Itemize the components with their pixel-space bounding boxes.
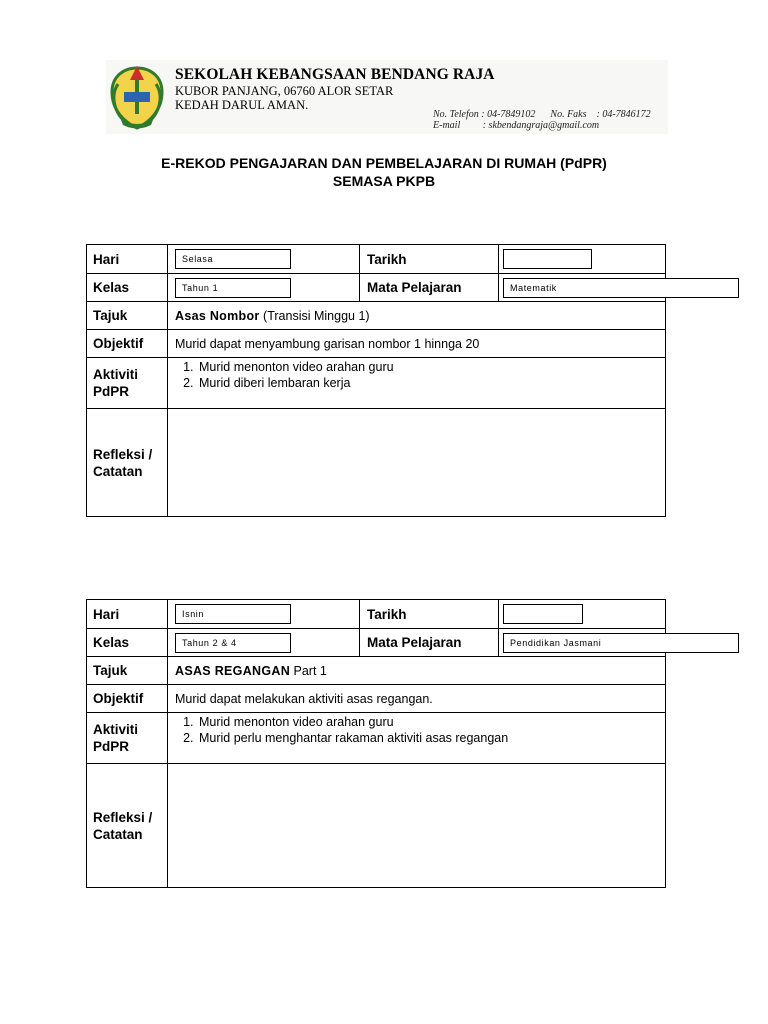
list-item: 1. Murid menonton video arahan guru <box>197 360 665 376</box>
aktiviti-value <box>168 713 665 763</box>
contact-phone-fax: No. Telefon : 04-7849102 No. Faks : 04-7846172 <box>433 109 651 120</box>
kelas-field[interactable]: Tahun 2 & 4 <box>175 633 291 653</box>
label-refleksi-line2: Catatan <box>93 826 143 842</box>
divider <box>498 600 499 628</box>
label-aktiviti-line1: Aktiviti <box>93 367 139 382</box>
divider <box>359 274 360 301</box>
letterhead <box>106 60 668 134</box>
objektif-value: Murid dapat menyambung garisan nombor 1 hinnga 20 <box>175 336 480 351</box>
school-name: SEKOLAH KEBANGSAAN BENDANG RAJA <box>175 66 495 83</box>
tajuk-value <box>168 302 665 329</box>
row-objektif <box>87 329 665 357</box>
label-refleksi <box>87 764 168 887</box>
document-subtitle: SEMASA PKPB <box>332 173 436 189</box>
label-objektif: Objektif <box>87 330 168 357</box>
school-crest-icon <box>106 62 168 132</box>
divider <box>359 245 360 273</box>
row-hari-tarikh <box>87 600 665 628</box>
tajuk-value <box>168 657 665 684</box>
label-aktiviti-line2: PdPR <box>93 384 130 399</box>
refleksi-value[interactable] <box>168 764 665 887</box>
mata-pelajaran-field[interactable]: Matematik <box>503 278 739 298</box>
tarikh-field[interactable] <box>503 249 592 269</box>
address-line-1: KUBOR PANJANG, 06760 ALOR SETAR <box>175 84 394 98</box>
record-table-1 <box>86 244 666 517</box>
refleksi-value[interactable] <box>168 409 665 516</box>
label-tarikh: Tarikh <box>367 251 407 267</box>
label-objektif: Objektif <box>87 685 168 712</box>
label-refleksi-line1: Refleksi / <box>93 809 153 825</box>
aktiviti-list <box>175 715 665 746</box>
row-hari-tarikh <box>87 245 665 273</box>
row-tajuk <box>87 656 665 684</box>
divider <box>498 274 499 301</box>
aktiviti-value <box>168 358 665 408</box>
list-item: 2. Murid perlu menghantar rakaman aktiviti asas regangan <box>197 731 665 747</box>
row-aktiviti <box>87 357 665 408</box>
address-line-2: KEDAH DARUL AMAN. <box>175 98 309 112</box>
label-kelas: Kelas <box>87 629 168 656</box>
label-mata-pelajaran: Mata Pelajaran <box>367 635 462 650</box>
label-tarikh: Tarikh <box>367 606 407 622</box>
tajuk-main: Asas Nombor <box>175 308 260 323</box>
row-tajuk <box>87 301 665 329</box>
divider <box>359 600 360 628</box>
label-refleksi <box>87 409 168 516</box>
label-aktiviti <box>87 358 168 408</box>
document-title: E-REKOD PENGAJARAN DAN PEMBELAJARAN DI RUMAH (PdPR) <box>161 155 607 171</box>
hari-field[interactable]: Isnin <box>175 604 291 624</box>
label-mata-pelajaran: Mata Pelajaran <box>367 280 462 295</box>
label-refleksi-line1: Refleksi / <box>93 446 153 462</box>
label-hari: Hari <box>87 245 168 273</box>
contact-email: E-mail : skbendangraja@gmail.com <box>433 120 600 131</box>
label-aktiviti <box>87 713 168 763</box>
objektif-value: Murid dapat melakukan aktiviti asas regangan. <box>175 691 433 706</box>
row-kelas-mata-pelajaran <box>87 273 665 301</box>
label-kelas: Kelas <box>87 274 168 301</box>
divider <box>359 629 360 656</box>
tajuk-suffix: Part 1 <box>290 663 327 678</box>
list-item: 2. Murid diberi lembaran kerja <box>197 376 665 392</box>
list-item: 1. Murid menonton video arahan guru <box>197 715 665 731</box>
mata-pelajaran-field[interactable]: Pendidikan Jasmani <box>503 633 739 653</box>
divider <box>498 245 499 273</box>
label-aktiviti-line1: Aktiviti <box>93 722 139 737</box>
row-objektif <box>87 684 665 712</box>
label-tajuk: Tajuk <box>87 302 168 329</box>
tajuk-main: ASAS REGANGAN <box>175 663 291 678</box>
row-refleksi <box>87 763 665 887</box>
tarikh-field[interactable] <box>503 604 583 624</box>
row-refleksi <box>87 408 665 516</box>
hari-field[interactable]: Selasa <box>175 249 291 269</box>
divider <box>498 629 499 656</box>
row-kelas-mata-pelajaran <box>87 628 665 656</box>
kelas-field[interactable]: Tahun 1 <box>175 278 291 298</box>
label-refleksi-line2: Catatan <box>93 463 143 479</box>
tajuk-suffix: (Transisi Minggu 1) <box>259 308 370 323</box>
aktiviti-list <box>175 360 665 391</box>
label-tajuk: Tajuk <box>87 657 168 684</box>
label-hari: Hari <box>87 600 168 628</box>
row-aktiviti <box>87 712 665 763</box>
record-table-2 <box>86 599 666 888</box>
label-aktiviti-line2: PdPR <box>93 739 130 754</box>
